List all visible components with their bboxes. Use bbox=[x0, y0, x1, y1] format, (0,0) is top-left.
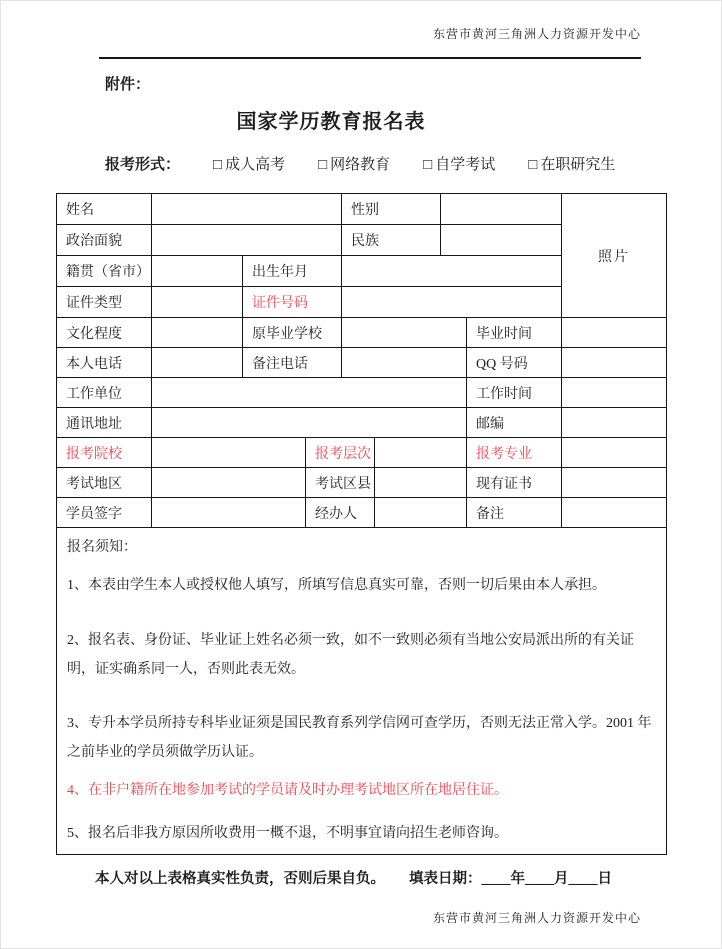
name-field[interactable] bbox=[152, 194, 342, 225]
alt-phone-field[interactable] bbox=[342, 348, 467, 378]
day-blank-field[interactable]: ____ bbox=[568, 871, 598, 887]
personal-phone-field[interactable] bbox=[152, 348, 243, 378]
work-time-field[interactable] bbox=[562, 378, 667, 408]
label-student-signature: 学员签字 bbox=[57, 498, 152, 528]
exam-region-field[interactable] bbox=[152, 468, 306, 498]
label-exam-region: 考试地区 bbox=[57, 468, 152, 498]
label-original-school: 原毕业学校 bbox=[243, 318, 342, 348]
table-row bbox=[57, 408, 667, 438]
note-item-2: 2、报名表、身份证、毕业证上姓名必须一致，如不一致则必须有当地公安局派出所的有关证明，证实确系同一人，否则此表无效。 bbox=[67, 633, 634, 677]
label-exam-county: 考试区县 bbox=[306, 468, 375, 498]
label-handler: 经办人 bbox=[306, 498, 375, 528]
footer-declaration-row bbox=[95, 867, 665, 888]
table-row bbox=[57, 348, 667, 378]
checkbox-icon[interactable]: □ bbox=[318, 157, 328, 173]
option-label: 成人高考 bbox=[225, 157, 286, 173]
label-postal-code: 邮编 bbox=[467, 408, 562, 438]
ethnicity-field[interactable] bbox=[441, 225, 562, 256]
year-label: 年 bbox=[510, 871, 525, 887]
label-birth-date: 出生年月 bbox=[243, 256, 342, 287]
note-item-3: 3、专升本学员所持专科毕业证须是国民教育系列学信网可查学历，否则无法正常入学。2001 年之前毕业的学员须做学历认证。 bbox=[67, 716, 652, 760]
label-native-place: 籍贯（省市） bbox=[57, 256, 152, 287]
mailing-address-field[interactable] bbox=[152, 408, 467, 438]
note-item-5: 5、报名后非我方原因所收费用一概不退，不明事宜请向招生老师咨询。 bbox=[67, 826, 508, 841]
gender-field[interactable] bbox=[441, 194, 562, 225]
checkbox-icon[interactable]: □ bbox=[423, 157, 433, 173]
label-apply-major: 报考专业 bbox=[467, 438, 562, 468]
date-label: 填表日期： bbox=[409, 871, 482, 887]
option-online-education[interactable] bbox=[318, 157, 390, 173]
option-label: 在职研究生 bbox=[540, 157, 616, 173]
work-unit-field[interactable] bbox=[152, 378, 467, 408]
label-graduation-time: 毕业时间 bbox=[467, 318, 562, 348]
remarks-field[interactable] bbox=[562, 498, 667, 528]
option-self-study-exam[interactable] bbox=[423, 157, 495, 173]
label-name: 姓名 bbox=[57, 194, 152, 225]
label-apply-level: 报考层次 bbox=[306, 438, 375, 468]
label-education-level: 文化程度 bbox=[57, 318, 152, 348]
label-remarks: 备注 bbox=[467, 498, 562, 528]
form-type-row bbox=[105, 153, 615, 174]
table-row bbox=[57, 194, 667, 225]
label-existing-certificate: 现有证书 bbox=[467, 468, 562, 498]
label-gender: 性别 bbox=[342, 194, 441, 225]
political-status-field[interactable] bbox=[152, 225, 342, 256]
table-row bbox=[57, 468, 667, 498]
apply-major-field[interactable] bbox=[562, 438, 667, 468]
birth-date-field[interactable] bbox=[342, 256, 562, 287]
label-work-time: 工作时间 bbox=[467, 378, 562, 408]
checkbox-icon[interactable]: □ bbox=[528, 157, 538, 173]
label-id-type: 证件类型 bbox=[57, 287, 152, 318]
label-id-number: 证件号码 bbox=[243, 287, 342, 318]
attachment-label: 附件： bbox=[105, 77, 151, 93]
apply-level-field[interactable] bbox=[375, 438, 467, 468]
photo-box: 照片 bbox=[562, 194, 667, 318]
apply-school-field[interactable] bbox=[152, 438, 306, 468]
header-divider bbox=[99, 57, 641, 59]
qq-number-field[interactable] bbox=[562, 348, 667, 378]
existing-certificate-field[interactable] bbox=[562, 468, 667, 498]
day-label: 日 bbox=[597, 871, 612, 887]
label-qq-number: QQ 号码 bbox=[467, 348, 562, 378]
label-alt-phone: 备注电话 bbox=[243, 348, 342, 378]
footer-organization: 东营市黄河三角洲人力资源开发中心 bbox=[432, 911, 641, 925]
table-row bbox=[57, 438, 667, 468]
table-row bbox=[57, 378, 667, 408]
native-place-field[interactable] bbox=[152, 256, 243, 287]
notes-section bbox=[57, 528, 667, 855]
label-ethnicity: 民族 bbox=[342, 225, 441, 256]
note-item-1: 1、本表由学生本人或授权他人填写，所填写信息真实可靠，否则一切后果由本人承担。 bbox=[67, 578, 606, 593]
id-type-field[interactable] bbox=[152, 287, 243, 318]
label-political-status: 政治面貌 bbox=[57, 225, 152, 256]
graduation-time-field[interactable] bbox=[562, 318, 667, 348]
form-type-label: 报考形式： bbox=[105, 157, 181, 173]
option-adult-gaokao[interactable] bbox=[213, 157, 285, 173]
notes-heading: 报名须知： bbox=[67, 540, 137, 555]
option-label: 网络教育 bbox=[330, 157, 391, 173]
page-title: 国家学历教育报名表 bbox=[236, 111, 426, 133]
label-apply-school: 报考院校 bbox=[57, 438, 152, 468]
table-row bbox=[57, 498, 667, 528]
checkbox-icon[interactable]: □ bbox=[213, 157, 223, 173]
id-number-field[interactable] bbox=[342, 287, 562, 318]
student-signature-field[interactable] bbox=[152, 498, 306, 528]
education-level-field[interactable] bbox=[152, 318, 243, 348]
label-mailing-address: 通讯地址 bbox=[57, 408, 152, 438]
original-school-field[interactable] bbox=[342, 318, 467, 348]
header-organization: 东营市黄河三角洲人力资源开发中心 bbox=[432, 27, 641, 41]
postal-code-field[interactable] bbox=[562, 408, 667, 438]
option-inservice-postgraduate[interactable] bbox=[528, 157, 615, 173]
option-label: 自学考试 bbox=[435, 157, 496, 173]
note-item-4: 4、在非户籍所在地参加考试的学员请及时办理考试地区所在地居住证。 bbox=[67, 783, 508, 798]
month-label: 月 bbox=[554, 871, 569, 887]
exam-county-field[interactable] bbox=[375, 468, 467, 498]
handler-field[interactable] bbox=[375, 498, 467, 528]
label-work-unit: 工作单位 bbox=[57, 378, 152, 408]
table-row bbox=[57, 528, 667, 855]
registration-table bbox=[56, 193, 667, 855]
table-row bbox=[57, 318, 667, 348]
month-blank-field[interactable]: ____ bbox=[525, 871, 554, 887]
declaration-text: 本人对以上表格真实性负责，否则后果自负。 bbox=[95, 871, 385, 887]
year-blank-field[interactable]: ____ bbox=[481, 871, 511, 887]
label-personal-phone: 本人电话 bbox=[57, 348, 152, 378]
